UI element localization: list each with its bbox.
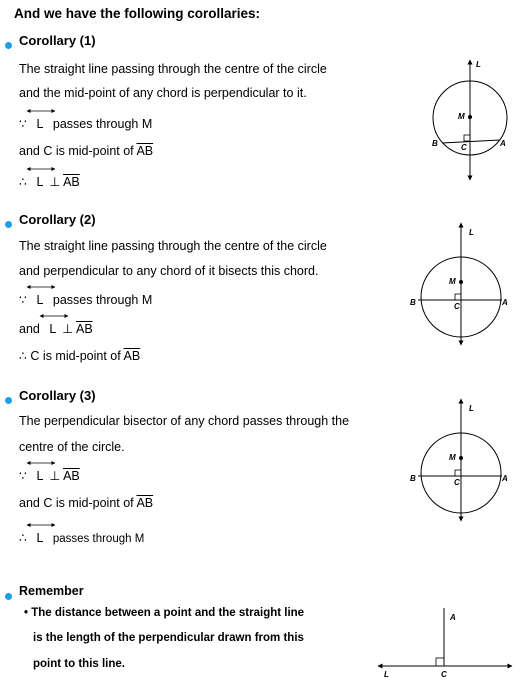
corollary-3-line-2: centre of the circle. (19, 440, 125, 454)
remember-line-2: is the length of the perpendicular drawn from this (33, 632, 304, 644)
remember-bullet: • (24, 607, 29, 619)
line-l-vector: L (36, 175, 44, 189)
corollary-1-figure (420, 55, 520, 185)
label-m: M (449, 277, 456, 286)
corollary-1-title: Corollary (1) (19, 33, 96, 48)
corollary-1-statement-1 (19, 116, 152, 131)
corollary-3-statement-2: and C is mid-point of $\overline{AB}$ (19, 496, 154, 510)
chord-ab: $\overline{AB}$ (136, 144, 154, 158)
line-l-vector: L (49, 322, 57, 336)
remember-line-3: point to this line. (33, 658, 125, 670)
corollary-1-line-1: The straight line passing through the centre of the circle (19, 62, 327, 76)
label-l: L (469, 228, 474, 237)
line-l-vector: L (36, 293, 44, 307)
label-m: M (449, 453, 456, 462)
corollary-3-title: Corollary (3) (19, 388, 96, 403)
remember-bullet-icon (5, 587, 12, 605)
label-c: C (454, 478, 460, 487)
therefore-symbol: ∴ (19, 531, 27, 545)
corollary-2-statement-3: ∴ C is mid-point of $\overline{AB}$ (19, 349, 141, 363)
corollary-3-statement-1 (19, 468, 80, 483)
because-symbol: ∵ (19, 117, 27, 131)
perpendicular-symbol: ⊥ (49, 469, 61, 483)
corollary-2-statement-2: and L ⊥ $\overline{AB}$ (19, 322, 93, 336)
chord-ab: $\overline{AB}$ (63, 469, 80, 483)
intro-text: And we have the following corollaries: (14, 6, 261, 21)
corollary-1-statement-3 (19, 174, 80, 189)
label-b: B (432, 139, 438, 148)
remember-title: Remember (19, 584, 84, 598)
corollary-2-statement-1: ∵ L passes through M (19, 293, 153, 307)
corollary-2-title: Corollary (2) (19, 212, 96, 227)
statement-text: passes through M (52, 117, 153, 131)
label-c: C (461, 143, 467, 152)
corollary-1-line-2: and the mid-point of any chord is perpendicular to it. (19, 86, 307, 100)
label-m: M (458, 112, 465, 121)
label-c: C (441, 670, 447, 679)
label-a: A (502, 298, 508, 307)
label-a: A (500, 139, 506, 148)
label-a: A (502, 474, 508, 483)
corollary-2-line-1: The straight line passing through the centre of the circle (19, 239, 327, 253)
label-c: C (454, 302, 460, 311)
because-symbol: ∵ (19, 293, 27, 307)
label-b: B (410, 298, 416, 307)
corollary-2-bullet-icon (5, 215, 12, 233)
label-b: B (410, 474, 416, 483)
corollary-3-bullet-icon (5, 391, 12, 409)
remember-figure (372, 600, 520, 682)
corollary-3-figure (410, 396, 520, 526)
corollary-1-statement-2: and C is mid-point of $\overline{AB}$ (19, 144, 154, 158)
label-l: L (469, 404, 474, 413)
label-l: L (476, 60, 481, 69)
chord-ab: $\overline{AB}$ (63, 175, 80, 189)
perpendicular-symbol: ⊥ (49, 175, 61, 189)
line-l-vector: L (36, 469, 44, 483)
label-a: A (450, 613, 456, 622)
perpendicular-symbol: ⊥ (62, 322, 74, 336)
corollary-2-figure (410, 220, 520, 350)
corollary-2-line-2: and perpendicular to any chord of it bisects this chord. (19, 264, 319, 278)
corollary-1-bullet-icon (5, 36, 12, 54)
chord-ab: $\overline{AB}$ (136, 496, 154, 510)
remember-line-1: • The distance between a point and the straight line (24, 607, 305, 619)
corollary-3-line-1: The perpendicular bisector of any chord passes through the (19, 414, 350, 428)
line-l-vector: L (36, 531, 44, 545)
therefore-symbol: ∴ (19, 175, 27, 189)
line-l-vector: L (36, 117, 44, 131)
chord-ab: $\overline{AB}$ (123, 349, 141, 363)
chord-ab: $\overline{AB}$ (75, 322, 93, 336)
label-l: L (384, 670, 389, 679)
corollary-3-statement-3: ∴ L passes through M (19, 531, 145, 545)
because-symbol: ∵ (19, 469, 27, 483)
